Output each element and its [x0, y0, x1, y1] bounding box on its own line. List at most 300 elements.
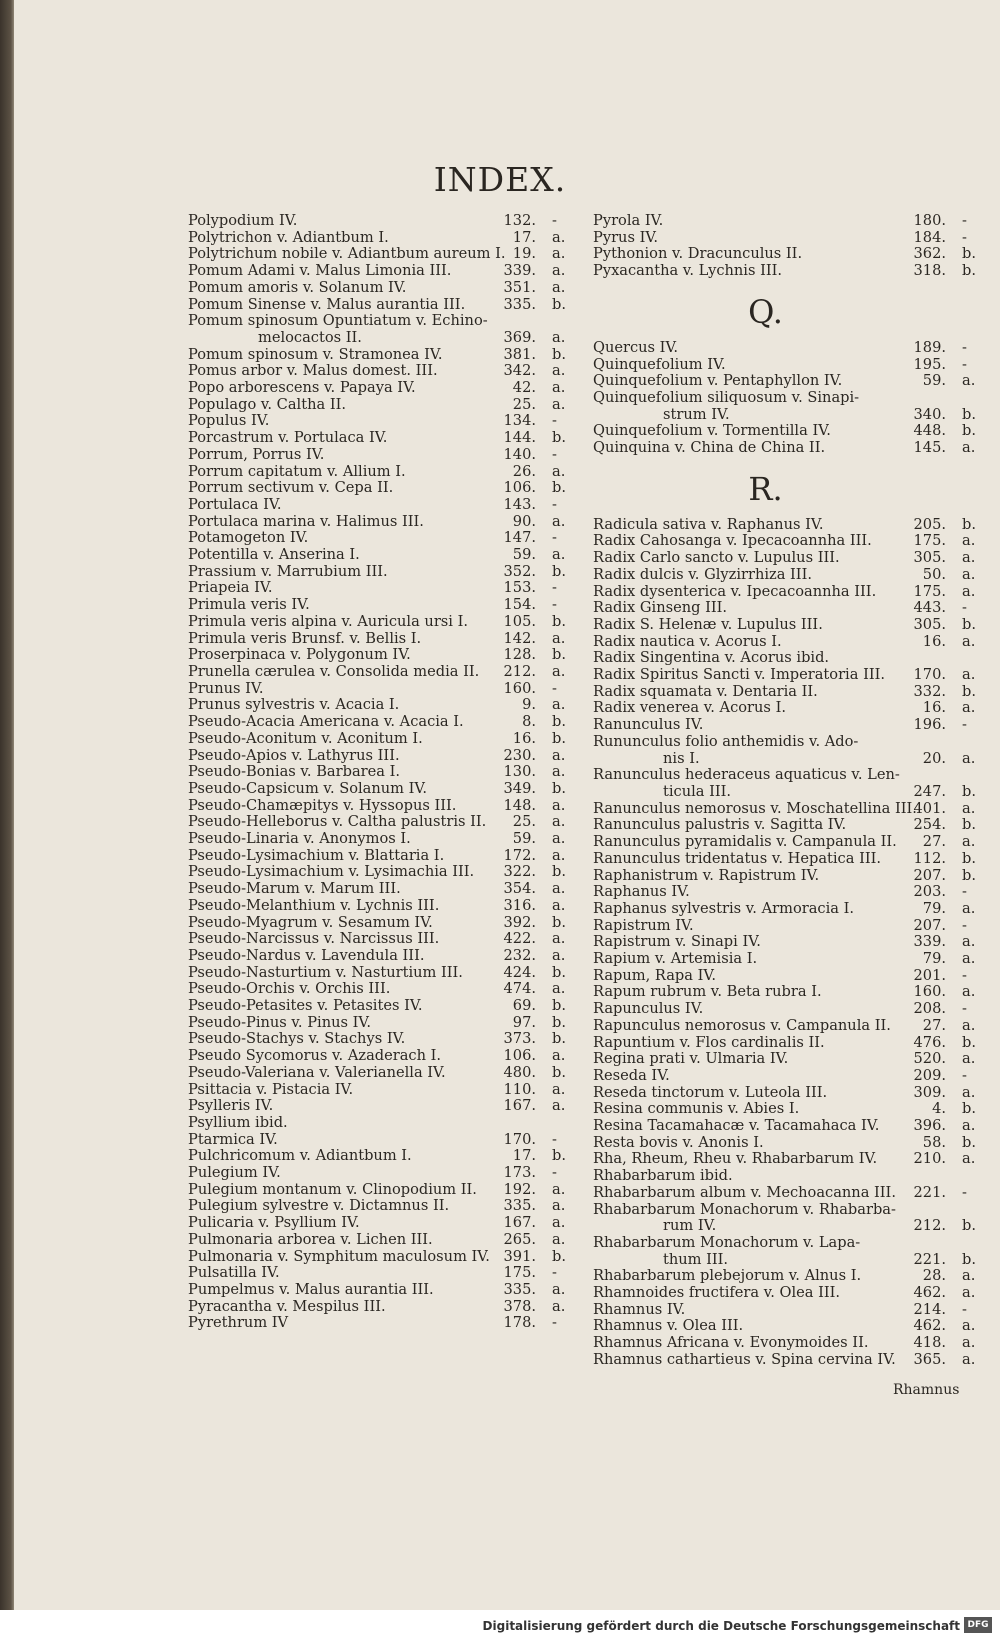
entry-page-number: 212. — [503, 662, 536, 680]
index-entry — [188, 1265, 568, 1282]
entry-term: Potentilla v. Anserina I. — [188, 546, 360, 564]
entry-term: Pseudo-Apios v. Lathyrus III. — [188, 746, 400, 764]
entry-page-side: a. — [552, 328, 566, 346]
entry-page-side: b. — [962, 682, 976, 700]
index-entry — [593, 263, 978, 280]
index-entry — [188, 1015, 568, 1032]
entry-page-number: 418. — [913, 1334, 946, 1352]
entry-page-number: 25. — [512, 395, 536, 413]
index-entry — [188, 1065, 568, 1082]
entry-page-side: b. — [552, 646, 566, 664]
index-entry — [593, 851, 978, 868]
index-entry — [593, 533, 978, 550]
entry-term: Ranunculus nemorosus v. Moschatellina III. — [593, 799, 917, 817]
entry-term: Pseudo-Linaria v. Anonymos I. — [188, 830, 411, 848]
entry-term: Radix dulcis v. Glyzirrhiza III. — [593, 565, 812, 583]
entry-term: Populus IV. — [188, 412, 270, 430]
entry-page-side: a. — [962, 699, 976, 717]
entry-term: Rapistrum IV. — [593, 916, 694, 934]
entry-page-side: a. — [552, 880, 566, 898]
index-entry — [188, 1315, 568, 1332]
index-entry — [188, 447, 568, 464]
entry-term: Rhamnus v. Olea III. — [593, 1317, 744, 1335]
entry-term: Ranunculus hederaceus aquaticus v. Len- — [593, 766, 900, 784]
entry-term-continuation: rum IV. — [663, 1217, 717, 1235]
entry-page-side: - — [552, 412, 557, 430]
entry-term: Primula veris alpina v. Auricula ursi I. — [188, 612, 469, 630]
entry-term: Pseudo-Aconitum v. Aconitum I. — [188, 729, 423, 747]
entry-term: Rapum, Rapa IV. — [593, 966, 716, 984]
entry-term: Rapunculus nemorosus v. Campanula II. — [593, 1016, 891, 1034]
index-entry — [593, 340, 978, 357]
index-entry — [188, 547, 568, 564]
index-entry — [593, 550, 978, 567]
entry-page-side: a. — [962, 933, 976, 951]
index-entry — [188, 1198, 568, 1215]
entry-page-number: 305. — [913, 615, 946, 633]
entry-term: Resta bovis v. Anonis I. — [593, 1133, 764, 1151]
index-entry — [188, 480, 568, 497]
entry-term-continuation: melocactos II. — [258, 328, 362, 346]
entry-page-number: 247. — [913, 782, 946, 800]
entry-term: Populago v. Caltha II. — [188, 395, 346, 413]
entry-page-side: a. — [962, 1350, 976, 1368]
entry-term: Radix Cahosanga v. Ipecacoannha III. — [593, 532, 872, 550]
index-entry — [593, 984, 978, 1001]
entry-page-number: 170. — [913, 666, 946, 684]
entry-page-number: 26. — [512, 462, 536, 480]
entry-page-number: 203. — [913, 883, 946, 901]
index-entry — [188, 497, 568, 514]
entry-term: Pulegium montanum v. Clinopodium II. — [188, 1180, 477, 1198]
entry-page-side: - — [552, 679, 557, 697]
index-entry — [188, 514, 568, 531]
entry-term: Pseudo-Lysimachium v. Lysimachia III. — [188, 863, 475, 881]
entry-term: Pyrola IV. — [593, 212, 664, 229]
index-group-p — [593, 213, 978, 280]
entry-term: Prunella cærulea v. Consolida media II. — [188, 662, 480, 680]
entry-term: Psylleris IV. — [188, 1097, 274, 1115]
entry-page-side: a. — [962, 549, 976, 567]
entry-page-number: 106. — [503, 479, 536, 497]
index-entry — [188, 230, 568, 247]
index-entry — [188, 864, 568, 881]
index-entry — [188, 1082, 568, 1099]
entry-page-side: a. — [552, 1214, 566, 1232]
entry-page-number: 58. — [922, 1133, 946, 1151]
index-entry — [593, 617, 978, 634]
entry-term: Pseudo-Helleborus v. Caltha palustris II. — [188, 813, 487, 831]
entry-term: Prunus sylvestris v. Acacia I. — [188, 696, 400, 714]
entry-term: Pulsatilla IV. — [188, 1264, 280, 1282]
index-entry — [593, 567, 978, 584]
entry-page-number: 443. — [913, 599, 946, 617]
entry-page-side: - — [552, 1314, 557, 1332]
entry-page-number: 69. — [512, 997, 536, 1015]
entry-page-number: 373. — [503, 1030, 536, 1048]
entry-term: Ranunculus palustris v. Sagitta IV. — [593, 816, 847, 834]
entry-page-side: b. — [552, 863, 566, 881]
entry-page-side: b. — [552, 713, 566, 731]
entry-term: Primula veris IV. — [188, 596, 310, 614]
entry-term: Pyrethrum IV — [188, 1314, 289, 1332]
index-entry — [593, 1068, 978, 1085]
entry-term: Porrum capitatum v. Allium I. — [188, 462, 406, 480]
entry-page-side: a. — [552, 262, 566, 280]
index-entry — [593, 246, 978, 263]
entry-page-number: 474. — [503, 980, 536, 998]
entry-page-number: 20. — [922, 749, 946, 767]
index-entry — [188, 981, 568, 998]
entry-page-side: - — [962, 916, 967, 934]
index-entry — [593, 390, 978, 423]
index-entry — [593, 834, 978, 851]
entry-page-side: - — [552, 1130, 557, 1148]
entry-term: Portulaca marina v. Halimus III. — [188, 512, 424, 530]
index-entry — [188, 697, 568, 714]
entry-page-side: - — [962, 966, 967, 984]
entry-page-side: - — [962, 883, 967, 901]
entry-term: Pomum Sinense v. Malus aurantia III. — [188, 295, 466, 313]
entry-page-number: 192. — [503, 1180, 536, 1198]
index-entry — [593, 717, 978, 734]
entry-page-number: 175. — [913, 532, 946, 550]
entry-term: Quinquefolium IV. — [593, 355, 726, 373]
entry-page-side: a. — [962, 799, 976, 817]
entry-term: Radix venerea v. Acorus I. — [593, 699, 786, 717]
entry-term: Ranunculus IV. — [593, 716, 704, 734]
entry-term: Pulegium sylvestre v. Dictamnus II. — [188, 1197, 450, 1215]
entry-term-continuation: strum IV. — [663, 405, 730, 423]
entry-page-side: - — [962, 355, 967, 373]
entry-page-number: 153. — [503, 579, 536, 597]
entry-page-side: b. — [552, 1147, 566, 1165]
entry-page-side: a. — [962, 899, 976, 917]
index-entry — [188, 1299, 568, 1316]
entry-term: Quinquefolium v. Pentaphyllon IV. — [593, 372, 843, 390]
entry-page-number: 212. — [913, 1217, 946, 1235]
index-entry — [593, 934, 978, 951]
index-entry — [188, 1165, 568, 1182]
index-entry — [188, 1098, 568, 1115]
entry-term-continuation: nis I. — [663, 749, 700, 767]
entry-page-side: - — [552, 445, 557, 463]
entry-term: Pseudo-Orchis v. Orchis III. — [188, 980, 391, 998]
entry-term: Raphanus IV. — [593, 883, 690, 901]
entry-page-side: b. — [552, 913, 566, 931]
entry-term: Rapium v. Artemisia I. — [593, 950, 758, 968]
entry-page-number: 145. — [913, 439, 946, 457]
entry-term: Rhabarbarum Monachorum v. Lapa- — [593, 1233, 861, 1251]
index-group-q — [593, 340, 978, 457]
entry-page-side: b. — [962, 245, 976, 263]
index-entry — [593, 230, 978, 247]
entry-term: Rhabarbarum plebejorum v. Alnus I. — [593, 1267, 862, 1285]
index-entry — [188, 430, 568, 447]
index-entry — [593, 1235, 978, 1268]
entry-page-number: 201. — [913, 966, 946, 984]
index-entry — [593, 517, 978, 534]
entry-page-side: b. — [552, 562, 566, 580]
entry-page-number: 381. — [503, 345, 536, 363]
entry-term: Pseudo-Acacia Americana v. Acacia I. — [188, 713, 464, 731]
index-entry — [593, 1285, 978, 1302]
index-entry — [188, 948, 568, 965]
index-entry — [188, 798, 568, 815]
entry-term: Rhamnus IV. — [593, 1300, 686, 1318]
entry-term: Pomus arbor v. Malus domest. III. — [188, 362, 438, 380]
entry-page-number: 16. — [922, 699, 946, 717]
entry-page-side: - — [962, 716, 967, 734]
dfg-logo: DFG — [964, 1617, 992, 1633]
entry-page-number: 17. — [512, 228, 536, 246]
entry-page-number: 144. — [503, 429, 536, 447]
index-entry — [188, 965, 568, 982]
entry-page-number: 17. — [512, 1147, 536, 1165]
entry-page-number: 352. — [503, 562, 536, 580]
entry-page-number: 184. — [913, 228, 946, 246]
entry-term: Pseudo-Valeriana v. Valerianella IV. — [188, 1063, 446, 1081]
entry-page-number: 8. — [522, 713, 536, 731]
index-entry — [593, 951, 978, 968]
index-entry — [188, 748, 568, 765]
entry-term: Pseudo-Lysimachium v. Blattaria I. — [188, 846, 445, 864]
entry-page-side: b. — [962, 866, 976, 884]
entry-page-side: - — [552, 579, 557, 597]
entry-page-side: a. — [962, 950, 976, 968]
entry-page-side: a. — [552, 830, 566, 848]
entry-page-number: 128. — [503, 646, 536, 664]
entry-term: Reseda IV. — [593, 1066, 670, 1084]
entry-page-number: 322. — [503, 863, 536, 881]
entry-term: Psittacia v. Pistacia IV. — [188, 1080, 354, 1098]
entry-term: Potamogeton IV. — [188, 529, 309, 547]
entry-page-side: b. — [552, 1013, 566, 1031]
entry-term: Pulchricomum v. Adiantbum I. — [188, 1147, 412, 1165]
index-entry — [188, 347, 568, 364]
page-title: INDEX. — [433, 160, 567, 199]
entry-page-number: 130. — [503, 763, 536, 781]
entry-term: Radix squamata v. Dentaria II. — [593, 682, 818, 700]
entry-page-side: a. — [552, 1281, 566, 1298]
entry-page-side: a. — [962, 983, 976, 1001]
entry-page-number: 142. — [503, 629, 536, 647]
entry-page-side: a. — [962, 1334, 976, 1352]
entry-page-number: 134. — [503, 412, 536, 430]
entry-page-side: b. — [962, 1100, 976, 1118]
index-entry — [188, 246, 568, 263]
index-entry — [188, 915, 568, 932]
entry-page-number: 232. — [503, 946, 536, 964]
entry-page-side: a. — [962, 532, 976, 550]
entry-term: Pomum spinosum Opuntiatum v. Echino- — [188, 312, 488, 330]
entry-page-side: a. — [552, 946, 566, 964]
entry-page-side: - — [962, 599, 967, 617]
entry-page-number: 178. — [503, 1314, 536, 1332]
index-entry — [593, 817, 978, 834]
index-entry — [188, 1282, 568, 1299]
entry-term: Quinquefolium v. Tormentilla IV. — [593, 422, 831, 440]
entry-term: Pseudo-Nardus v. Lavendula III. — [188, 946, 425, 964]
entry-page-number: 180. — [913, 212, 946, 229]
entry-page-number: 147. — [503, 529, 536, 547]
index-entry — [593, 1268, 978, 1285]
entry-term: Radicula sativa v. Raphanus IV. — [593, 515, 824, 533]
entry-term: Porrum, Porrus IV. — [188, 445, 325, 463]
entry-page-side: b. — [962, 816, 976, 834]
index-entry — [188, 280, 568, 297]
entry-page-number: 401. — [913, 799, 946, 817]
entry-page-number: 476. — [913, 1033, 946, 1051]
entry-term: Pulmonaria arborea v. Lichen III. — [188, 1230, 433, 1248]
entry-page-side: a. — [552, 980, 566, 998]
entry-page-number: 105. — [503, 612, 536, 630]
entry-page-number: 396. — [913, 1117, 946, 1135]
index-entry — [593, 667, 978, 684]
entry-page-number: 106. — [503, 1047, 536, 1065]
entry-term: Pomum spinosum v. Stramonea IV. — [188, 345, 443, 363]
entry-page-number: 230. — [503, 746, 536, 764]
entry-page-number: 309. — [913, 1083, 946, 1101]
entry-page-number: 19. — [512, 245, 536, 263]
entry-page-side: a. — [552, 662, 566, 680]
index-entry — [593, 1135, 978, 1152]
entry-page-number: 97. — [512, 1013, 536, 1031]
entry-page-side: a. — [552, 1047, 566, 1065]
entry-term: Resina communis v. Abies I. — [593, 1100, 800, 1118]
entry-page-side: b. — [962, 515, 976, 533]
entry-page-side: a. — [552, 796, 566, 814]
index-entry — [593, 584, 978, 601]
entry-page-number: 59. — [512, 546, 536, 564]
entry-page-number: 316. — [503, 896, 536, 914]
entry-page-side: b. — [962, 1217, 976, 1235]
entry-page-side: a. — [962, 1083, 976, 1101]
entry-page-side: a. — [962, 582, 976, 600]
entry-term: Pulicaria v. Psyllium IV. — [188, 1214, 360, 1232]
entry-page-side: - — [962, 212, 967, 229]
entry-page-number: 167. — [503, 1097, 536, 1115]
entry-page-side: a. — [552, 512, 566, 530]
entry-page-number: 25. — [512, 813, 536, 831]
entry-page-side: a. — [962, 666, 976, 684]
entry-page-side: a. — [552, 1097, 566, 1115]
entry-term: Ranunculus tridentatus v. Hepatica III. — [593, 849, 882, 867]
index-entry — [188, 597, 568, 614]
catchword: Rhamnus — [893, 1382, 960, 1398]
index-entry — [593, 868, 978, 885]
entry-page-side: a. — [962, 1016, 976, 1034]
index-entry — [593, 1352, 978, 1369]
index-entry — [593, 1101, 978, 1118]
index-entry — [188, 263, 568, 280]
entry-page-number: 210. — [913, 1150, 946, 1168]
entry-term: Radix S. Helenæ v. Lupulus III. — [593, 615, 823, 633]
entry-page-number: 172. — [503, 846, 536, 864]
entry-term: Quercus IV. — [593, 338, 679, 356]
index-entry — [188, 530, 568, 547]
index-entry — [188, 881, 568, 898]
entry-term: Pseudo-Stachys v. Stachys IV. — [188, 1030, 406, 1048]
index-entry — [593, 1151, 978, 1168]
entry-term: Rapistrum v. Sinapi IV. — [593, 933, 761, 951]
entry-term: Radix Carlo sancto v. Lupulus III. — [593, 549, 840, 567]
entry-term: Rapuntium v. Flos cardinalis II. — [593, 1033, 825, 1051]
index-entry — [188, 1048, 568, 1065]
entry-page-number: 221. — [913, 1250, 946, 1268]
entry-term: Pseudo Sycomorus v. Azaderach I. — [188, 1047, 442, 1065]
entry-term: Polytrichon v. Adiantbum I. — [188, 228, 389, 246]
entry-page-side: a. — [962, 632, 976, 650]
entry-term: Pyrus IV. — [593, 228, 658, 246]
entry-term: Radix nautica v. Acorus I. — [593, 632, 782, 650]
entry-page-side: b. — [962, 849, 976, 867]
entry-term: Pseudo-Chamæpitys v. Hyssopus III. — [188, 796, 457, 814]
entry-term: Rhamnoides fructifera v. Olea III. — [593, 1284, 841, 1302]
entry-term: Pulegium IV. — [188, 1164, 281, 1182]
entry-term: Ptarmica IV. — [188, 1130, 278, 1148]
entry-page-number: 349. — [503, 779, 536, 797]
entry-page-number: 90. — [512, 512, 536, 530]
entry-page-number: 221. — [913, 1183, 946, 1201]
index-entry — [188, 931, 568, 948]
section-letter-r: R. — [748, 469, 783, 508]
entry-page-side: a. — [552, 746, 566, 764]
entry-page-side: b. — [552, 429, 566, 447]
entry-page-side: a. — [552, 228, 566, 246]
index-entry — [188, 380, 568, 397]
entry-page-number: 354. — [503, 880, 536, 898]
entry-page-number: 339. — [913, 933, 946, 951]
entry-page-side: b. — [552, 1063, 566, 1081]
entry-page-side: a. — [962, 439, 976, 457]
entry-page-number: 305. — [913, 549, 946, 567]
index-entry — [188, 1115, 568, 1132]
entry-page-number: 340. — [913, 405, 946, 423]
entry-page-number: 42. — [512, 379, 536, 397]
entry-page-number: 365. — [913, 1350, 946, 1368]
entry-page-number: 520. — [913, 1050, 946, 1068]
entry-term: Pseudo-Pinus v. Pinus IV. — [188, 1013, 372, 1031]
entry-page-side: b. — [552, 1247, 566, 1265]
entry-page-number: 462. — [913, 1317, 946, 1335]
index-entry — [593, 1018, 978, 1035]
entry-page-number: 16. — [922, 632, 946, 650]
index-entry — [188, 1249, 568, 1266]
entry-page-number: 79. — [922, 899, 946, 917]
entry-term: Pseudo-Bonias v. Barbarea I. — [188, 763, 401, 781]
index-entry — [593, 918, 978, 935]
entry-term: Psyllium ibid. — [188, 1113, 288, 1131]
entry-term: Regina prati v. Ulmaria IV. — [593, 1050, 789, 1068]
entry-term: Rha, Rheum, Rheu v. Rhabarbarum IV. — [593, 1150, 878, 1168]
entry-term: Pulmonaria v. Symphitum maculosum IV. — [188, 1247, 490, 1265]
entry-term-continuation: thum III. — [663, 1250, 729, 1268]
index-entry — [593, 1318, 978, 1335]
entry-term: Reseda tinctorum v. Luteola III. — [593, 1083, 828, 1101]
entry-page-number: 140. — [503, 445, 536, 463]
entry-page-number: 189. — [913, 338, 946, 356]
entry-term: Popo arborescens v. Papaya IV. — [188, 379, 416, 397]
entry-term: Porcastrum v. Portulaca IV. — [188, 429, 388, 447]
entry-page-number: 167. — [503, 1214, 536, 1232]
entry-term: Rapunculus IV. — [593, 1000, 704, 1018]
index-entry — [188, 631, 568, 648]
entry-page-side: a. — [552, 1080, 566, 1098]
index-entry — [593, 734, 978, 767]
entry-term: Porrum sectivum v. Cepa II. — [188, 479, 394, 497]
index-entry — [593, 767, 978, 800]
